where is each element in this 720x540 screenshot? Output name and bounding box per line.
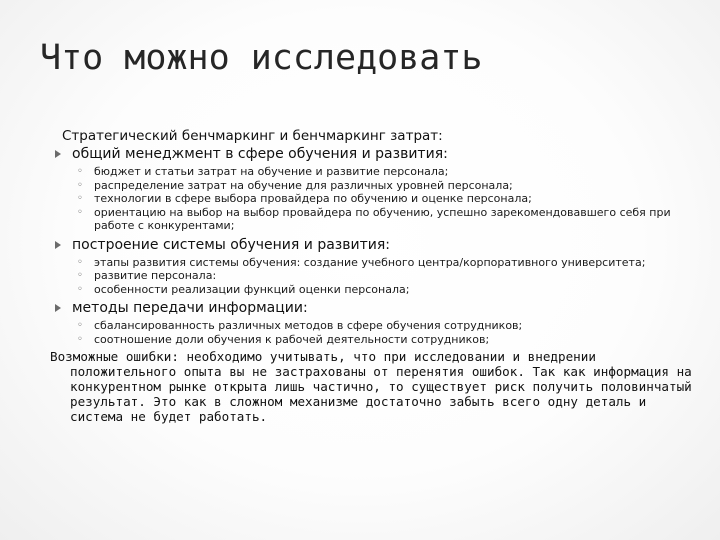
section-heading [52, 236, 692, 254]
section-heading-text: построение системы обучения и развития: [72, 236, 390, 253]
list-item-text: особенности реализации функций оценки персонала; [94, 282, 410, 296]
hollow-circle-icon: ◦ [77, 166, 83, 177]
list-item-text: ориентацию на выбор на выбор провайдера по обучению, успешно зарекомендовавшего себя при работе с конкурентами; [94, 205, 671, 232]
hollow-circle-icon: ◦ [77, 256, 83, 268]
list-item-text: распределение затрат на обучение для различных уровней персонала; [94, 178, 513, 192]
list-item-text: этапы развития системы обучения: создание учебного центра/корпоративного университета; [94, 255, 646, 269]
hollow-circle-icon: ◦ [77, 320, 83, 331]
list-item [52, 283, 692, 297]
hollow-circle-icon: ◦ [77, 333, 83, 345]
conclusion-paragraph [50, 349, 692, 424]
conclusion-text: Возможные ошибки: необходимо учитывать, что при исследовании и внедрении положительного опыта вы не застрахованы от перенятия ошибок. Так как информация на конкурентном рынке открыта лишь частично, то существует риск получить половинчатый результат. Это как в сложном механизме достаточно забыть всего одну деталь и система не будет работать. [50, 349, 692, 424]
list-item-text: соотношение доли обучения к рабочей деятельности сотрудников; [94, 332, 490, 346]
section-heading-text: методы передачи информации: [72, 300, 308, 316]
intro-line: Стратегический бенчмаркинг и бенчмаркинг затрат: [62, 128, 443, 144]
list-item-text: развитие персонала: [94, 269, 217, 282]
hollow-circle-icon: ◦ [77, 206, 83, 218]
page-title: Что можно исследовать [40, 38, 483, 78]
sub-list [52, 319, 692, 346]
section-heading [52, 145, 692, 163]
list-item-text: технологии в сфере выбора провайдера по обучению и оценке персонала; [94, 192, 532, 205]
section-training-system [52, 236, 692, 297]
section-information-methods [52, 299, 692, 346]
slide-body [52, 128, 692, 424]
triangle-arrow-icon [55, 241, 61, 249]
sub-list [52, 165, 692, 233]
list-item [52, 165, 692, 179]
triangle-arrow-icon [55, 150, 61, 158]
hollow-circle-icon: ◦ [77, 193, 83, 204]
list-item [52, 192, 692, 206]
list-item [52, 179, 692, 193]
hollow-circle-icon: ◦ [77, 283, 83, 295]
list-item [52, 333, 692, 347]
list-item [52, 206, 692, 233]
section-general-management [52, 145, 692, 233]
section-heading-text: общий менеджмент в сфере обучения и развития: [72, 146, 448, 162]
list-item [52, 319, 692, 333]
triangle-arrow-icon [55, 304, 61, 312]
list-item-text: сбалансированность различных методов в сфере обучения сотрудников; [94, 319, 523, 332]
hollow-circle-icon: ◦ [77, 179, 83, 191]
sub-list [52, 256, 692, 297]
section-heading [52, 299, 692, 317]
list-item-text: бюджет и статьи затрат на обучение и развитие персонала; [94, 165, 449, 178]
list-item [52, 269, 692, 283]
hollow-circle-icon: ◦ [77, 270, 83, 281]
list-item [52, 256, 692, 270]
